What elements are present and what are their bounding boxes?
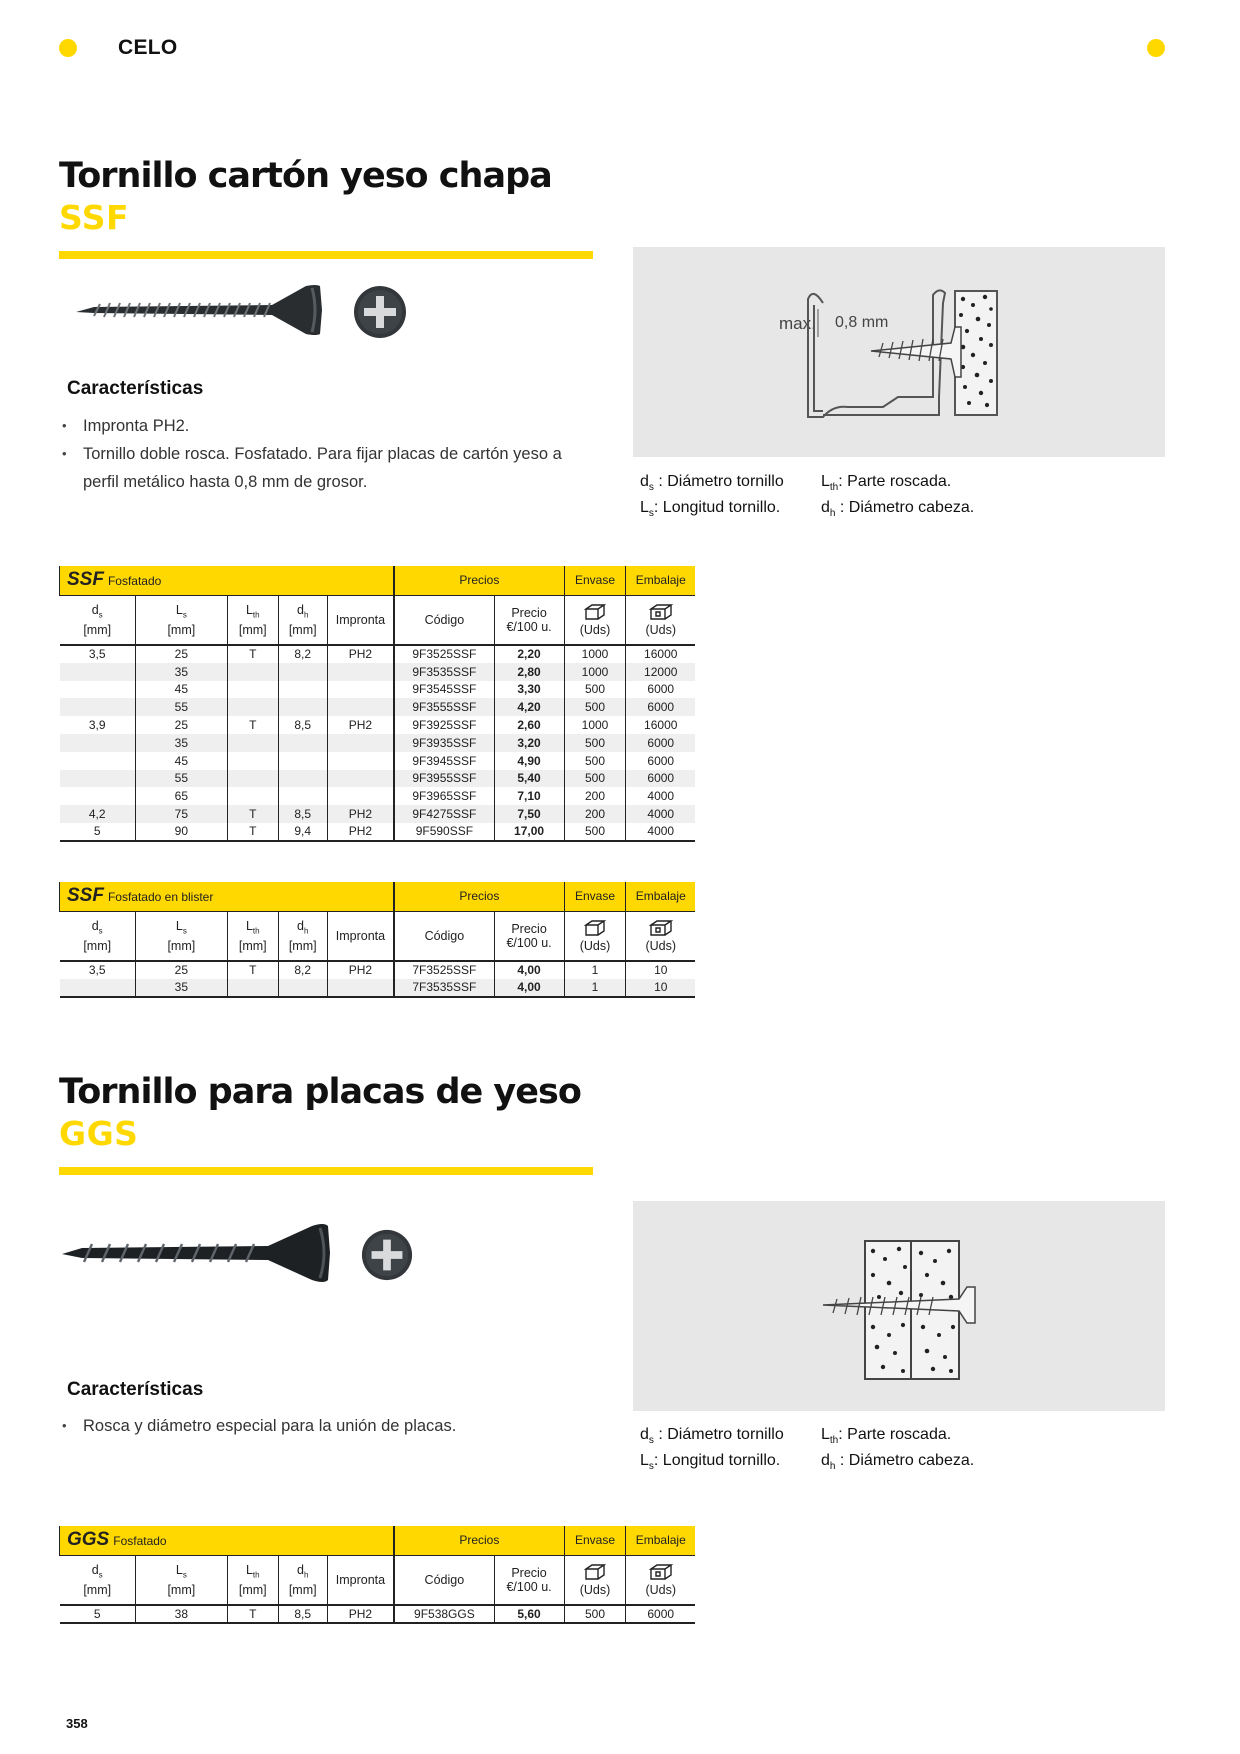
table-cell: 65 [135, 787, 227, 805]
band-precios: Precios [394, 882, 564, 911]
table-cell [227, 734, 278, 752]
table-cell [60, 770, 136, 788]
table-cell: 45 [135, 681, 227, 699]
page-number: 358 [66, 1716, 88, 1731]
table-cell [278, 770, 327, 788]
table-cell [327, 681, 394, 699]
table-cell [327, 770, 394, 788]
ssf-fosfatado-table [59, 566, 695, 842]
legend-lth-text: : Parte roscada. [838, 1426, 952, 1443]
package-icon [648, 603, 674, 621]
ssf-ph2-head-icon [352, 284, 408, 340]
table-cell: 6000 [626, 752, 695, 770]
legend-ds-sub: s [648, 1435, 654, 1447]
table-cell: 12000 [626, 663, 695, 681]
col-precio: Precio €/100 u. [494, 911, 564, 961]
ssf-title: Tornillo cartón yeso chapa [59, 156, 552, 196]
ggs-yellow-rule [59, 1167, 593, 1175]
table-cell: 25 [135, 716, 227, 734]
list-item: • Impronta PH2. [59, 412, 599, 440]
band-envase: Envase [564, 1526, 626, 1555]
table-cell: 3,5 [88, 647, 106, 662]
table-cell [60, 698, 136, 716]
table-cell: 4,90 [494, 752, 564, 770]
table-cell: 90 [135, 823, 227, 841]
table-code: SSF [67, 884, 104, 906]
col-envase: (Uds) [564, 595, 626, 645]
col-ds: $d_s$ [mm] [60, 595, 136, 645]
table-cell [327, 752, 394, 770]
table-cell: 7F3535SSF [394, 979, 494, 997]
legend-ds-text: : Diámetro tornillo [653, 473, 784, 490]
table-row [60, 681, 696, 699]
table-cell: 9F3545SSF [394, 681, 494, 699]
table-row [60, 734, 696, 752]
table-cell [278, 752, 327, 770]
table-cell: 500 [564, 681, 626, 699]
table-code: SSF [67, 568, 104, 590]
table-cell: 8,5 [278, 805, 327, 823]
table-cell: 8,5 [278, 1605, 327, 1623]
ggs-screw-image [58, 1220, 334, 1286]
col-embalaje: (Uds) [626, 1555, 695, 1605]
table-code: GGS [67, 1528, 110, 1550]
table-cell: 16000 [626, 645, 695, 663]
table-cell: 1000 [564, 663, 626, 681]
table-cell [278, 787, 327, 805]
table-cell: 55 [135, 770, 227, 788]
diagram-label-max: max. [779, 314, 816, 333]
table-cell [227, 663, 278, 681]
box-icon [583, 1563, 607, 1581]
table-cell: 5 [60, 1605, 136, 1623]
table-cell: 4000 [626, 805, 695, 823]
package-icon [648, 1563, 674, 1581]
col-ls: $L_s$ [mm] [135, 1555, 227, 1605]
table-cell: 8,5 [278, 716, 327, 734]
band-envase: Envase [564, 882, 626, 911]
table-cell [327, 734, 394, 752]
table-cell: 6000 [626, 698, 695, 716]
band-precios: Precios [394, 1526, 564, 1555]
legend-lth-symbol: L [821, 473, 830, 490]
table-cell [327, 979, 394, 997]
table-cell: 2,60 [494, 716, 564, 734]
table-cell: 3,9 [88, 718, 106, 733]
table-cell: 3,5 [88, 963, 106, 978]
col-impronta: Impronta [327, 1555, 394, 1605]
table-cell: 9F3535SSF [394, 663, 494, 681]
legend-ls-text: : Longitud tornillo. [653, 1452, 781, 1470]
table-band-title [60, 882, 395, 911]
legend-dh-symbol: d [821, 1452, 830, 1470]
legend-ds-sub: s [648, 482, 654, 494]
ggs-characteristics-title: Características [67, 1379, 204, 1400]
table-subtitle: Fosfatado [113, 1533, 167, 1548]
table-cell: 4,00 [494, 979, 564, 997]
table-cell: 38 [135, 1605, 227, 1623]
table-row [60, 698, 696, 716]
ssf-bullet-list [59, 412, 599, 496]
table-cell: 16000 [626, 716, 695, 734]
ggs-installation-diagram [633, 1201, 1165, 1411]
col-precio: Precio €/100 u. [494, 595, 564, 645]
col-precio: Precio €/100 u. [494, 1555, 564, 1605]
table-cell: 4000 [626, 787, 695, 805]
table-cell: 35 [135, 734, 227, 752]
legend-ds-symbol: d [640, 473, 649, 490]
table-cell: 25 [135, 961, 227, 979]
table-cell [327, 787, 394, 805]
table-row [60, 787, 696, 805]
table-cell: 500 [564, 752, 626, 770]
table-cell: 25 [135, 645, 227, 663]
table-row [60, 979, 696, 997]
table-row [60, 645, 696, 663]
table-cell: 10 [626, 979, 695, 997]
col-codigo: Código [394, 595, 494, 645]
legend-lth-sub: th [829, 482, 839, 494]
table-row [60, 663, 696, 681]
table-cell [278, 734, 327, 752]
col-ds: $d_s$ [mm] [60, 1555, 136, 1605]
table-row [60, 823, 696, 841]
col-ls: $L_s$ [mm] [135, 595, 227, 645]
table-cell: 8,2 [278, 645, 327, 663]
legend-ls-symbol: L [640, 1452, 649, 1470]
legend-ls-text: : Longitud tornillo. [653, 499, 781, 517]
header-dot-left [59, 39, 77, 57]
table-cell: T [227, 716, 278, 734]
brand-title: CELO [118, 36, 178, 59]
ggs-title: Tornillo para placas de yeso [59, 1072, 581, 1112]
table-cell: 4000 [626, 823, 695, 841]
col-lth: $L_{th}$ [mm] [227, 1555, 278, 1605]
table-cell: 5,60 [494, 1605, 564, 1623]
table-cell: 10 [626, 961, 695, 979]
ssf-characteristics-title: Características [67, 378, 204, 399]
table-cell: PH2 [327, 645, 394, 663]
table-cell [227, 787, 278, 805]
table-row [60, 752, 696, 770]
col-envase: (Uds) [564, 1555, 626, 1605]
table-cell: 35 [135, 663, 227, 681]
table-cell: PH2 [327, 1605, 394, 1623]
col-dh: $d_h$ [mm] [278, 911, 327, 961]
table-cell [227, 979, 278, 997]
table-row [60, 770, 696, 788]
table-cell: 9F3925SSF [394, 716, 494, 734]
table-cell: 7,10 [494, 787, 564, 805]
col-lth: $L_{th}$ [mm] [227, 595, 278, 645]
table-cell: PH2 [327, 805, 394, 823]
legend-ls-sub: s [648, 1461, 654, 1473]
table-cell [327, 698, 394, 716]
table-cell: 5,40 [494, 770, 564, 788]
legend-lth-text: : Parte roscada. [838, 473, 952, 490]
legend-dh-sub: h [829, 1461, 836, 1473]
table-cell [60, 787, 136, 805]
table-cell: 2,20 [494, 645, 564, 663]
legend-lth-symbol: L [821, 1426, 830, 1443]
ggs-fosfatado-table [59, 1526, 695, 1624]
table-cell [278, 979, 327, 997]
table-cell: 5 [60, 823, 136, 841]
table-cell: 9F3555SSF [394, 698, 494, 716]
col-impronta: Impronta [327, 595, 394, 645]
table-cell [227, 752, 278, 770]
table-band-title [60, 1526, 395, 1555]
table-cell: 6000 [626, 734, 695, 752]
table-cell: 7,50 [494, 805, 564, 823]
table-row [60, 1605, 696, 1623]
legend-ds-text: : Diámetro tornillo [653, 1426, 784, 1443]
legend-dh-symbol: d [821, 499, 830, 517]
table-cell: T [227, 961, 278, 979]
table-cell: 9F538GGS [394, 1605, 494, 1623]
legend-ls-symbol: L [640, 499, 649, 517]
table-cell [227, 698, 278, 716]
ssf-screw-image [72, 280, 328, 340]
table-cell: 7F3525SSF [394, 961, 494, 979]
table-cell: 500 [564, 770, 626, 788]
list-item: • Rosca y diámetro especial para la unión de placas. [59, 1412, 599, 1440]
col-impronta: Impronta [327, 911, 394, 961]
legend-dh-sub: h [829, 508, 836, 520]
table-cell: 17,00 [494, 823, 564, 841]
table-cell: 200 [564, 805, 626, 823]
box-icon [583, 603, 607, 621]
legend-dh-text: : Diámetro cabeza. [835, 1452, 975, 1470]
legend-ds-symbol: d [640, 1426, 649, 1443]
table-cell [60, 681, 136, 699]
ssf-title-block [59, 155, 619, 239]
table-cell: 9F4275SSF [394, 805, 494, 823]
legend-lth-sub: th [829, 1435, 839, 1447]
col-embalaje: (Uds) [626, 595, 695, 645]
header-dot-right [1147, 39, 1165, 57]
table-cell [278, 698, 327, 716]
table-cell: 55 [135, 698, 227, 716]
band-embalaje: Embalaje [626, 1526, 695, 1555]
table-cell: 6000 [626, 681, 695, 699]
band-embalaje: Embalaje [626, 566, 695, 595]
table-cell: 9F3525SSF [394, 645, 494, 663]
legend-dh-text: : Diámetro cabeza. [835, 499, 975, 517]
col-codigo: Código [394, 911, 494, 961]
table-cell: PH2 [327, 823, 394, 841]
table-cell: PH2 [327, 961, 394, 979]
table-row [60, 961, 696, 979]
table-cell: 35 [135, 979, 227, 997]
table-row [60, 805, 696, 823]
table-cell: 500 [564, 823, 626, 841]
table-cell [227, 770, 278, 788]
col-codigo: Código [394, 1555, 494, 1605]
table-cell [60, 663, 136, 681]
table-cell: 9F3945SSF [394, 752, 494, 770]
band-embalaje: Embalaje [626, 882, 695, 911]
diagram-label-thickness: 0,8 mm [835, 314, 889, 331]
table-cell: 9F590SSF [394, 823, 494, 841]
table-band-title [60, 566, 395, 595]
table-cell: 6000 [626, 1605, 695, 1623]
table-cell: 1000 [564, 645, 626, 663]
col-ds: $d_s$ [mm] [60, 911, 136, 961]
table-subtitle: Fosfatado [107, 573, 162, 588]
table-cell: T [227, 805, 278, 823]
legend-ls-sub: s [648, 508, 654, 520]
table-cell: 4,20 [494, 698, 564, 716]
ssf-yellow-rule [59, 251, 593, 259]
col-dh: $d_h$ [mm] [278, 595, 327, 645]
ggs-bullet-list [59, 1412, 599, 1440]
table-cell: 500 [564, 734, 626, 752]
table-cell: 500 [564, 1605, 626, 1623]
table-cell: PH2 [327, 716, 394, 734]
table-cell: 4,00 [494, 961, 564, 979]
ssf-code: SSF [59, 198, 130, 237]
col-envase: (Uds) [564, 911, 626, 961]
table-cell: T [227, 645, 278, 663]
table-cell: 6000 [626, 770, 695, 788]
table-cell: 9F3955SSF [394, 770, 494, 788]
table-cell: T [227, 1605, 278, 1623]
table-cell: 9,4 [278, 823, 327, 841]
table-cell [227, 681, 278, 699]
ggs-code: GGS [59, 1114, 139, 1153]
table-cell: 200 [564, 787, 626, 805]
table-cell [278, 663, 327, 681]
band-envase: Envase [564, 566, 626, 595]
band-precios: Precios [394, 566, 564, 595]
col-lth: $L_{th}$ [mm] [227, 911, 278, 961]
ssf-blister-table [59, 882, 695, 998]
table-cell: 9F3965SSF [394, 787, 494, 805]
table-cell [60, 734, 136, 752]
ssf-installation-diagram [633, 247, 1165, 457]
table-row [60, 716, 696, 734]
list-item: • Tornillo doble rosca. Fosfatado. Para fijar placas de cartón yeso a perfil metálico hasta 0,8 mm de grosor. [59, 440, 599, 496]
table-cell: 500 [564, 698, 626, 716]
ggs-ph2-head-icon [360, 1228, 414, 1282]
table-cell [327, 663, 394, 681]
ggs-legend [640, 1425, 1060, 1477]
table-cell [278, 681, 327, 699]
table-cell: 75 [135, 805, 227, 823]
table-cell: 1000 [564, 716, 626, 734]
col-dh: $d_h$ [mm] [278, 1555, 327, 1605]
table-cell: 3,20 [494, 734, 564, 752]
table-cell: 45 [135, 752, 227, 770]
ggs-title-block [59, 1071, 619, 1155]
table-cell: 4,2 [60, 805, 136, 823]
table-cell: 1 [564, 961, 626, 979]
table-cell: 3,30 [494, 681, 564, 699]
table-cell: T [227, 823, 278, 841]
table-cell: 9F3935SSF [394, 734, 494, 752]
table-cell [60, 752, 136, 770]
table-cell: 8,2 [278, 961, 327, 979]
table-cell [60, 979, 136, 997]
table-cell: 2,80 [494, 663, 564, 681]
table-cell: 1 [564, 979, 626, 997]
col-embalaje: (Uds) [626, 911, 695, 961]
table-subtitle: Fosfatado en blister [107, 889, 214, 904]
col-ls: $L_s$ [mm] [135, 911, 227, 961]
ssf-legend [640, 472, 1060, 524]
package-icon [648, 919, 674, 937]
box-icon [583, 919, 607, 937]
